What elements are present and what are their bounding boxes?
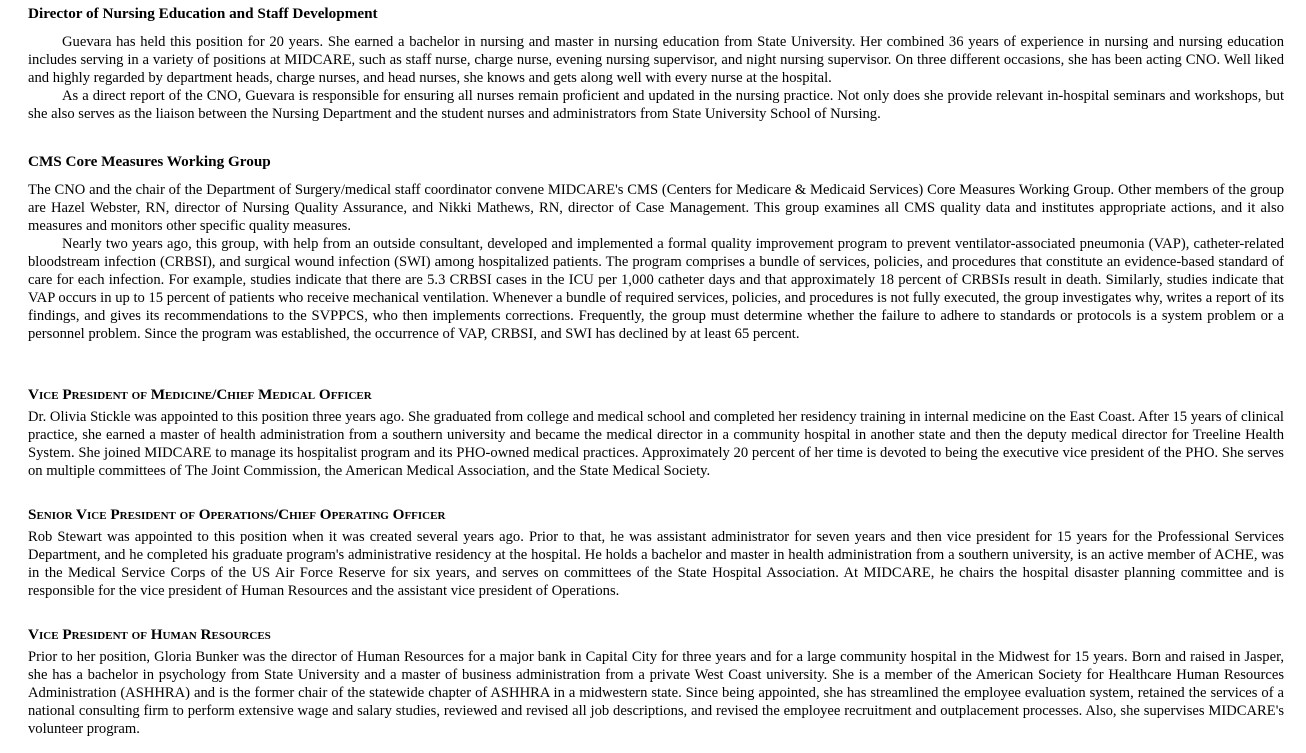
section-paragraph: Rob Stewart was appointed to this position when it was created several years ago. Prior to that, he was assistant administrator for seven years and then vice president for 15 years for the Professional Services Department, and he completed his graduate program's administrative residency at the hospital. He holds a bachelor and master in health administration from a southern university, is an active member of ACHE, was in the Medical Service Corps of the US Air Force Reserve for six years, and serves on committees of the State Hospital Association. At MIDCARE, he chairs the hospital disaster planning committee and is responsible for the vice president of Human Resources and the assistant vice president of Operations. (28, 529, 1284, 599)
section-director-nursing-education (28, 5, 1284, 123)
section-heading: CMS Core Measures Working Group (28, 153, 271, 170)
section-cms-core-measures (28, 153, 1284, 343)
section-heading: Director of Nursing Education and Staff Development (28, 5, 378, 22)
section-paragraph: Guevara has held this position for 20 years. She earned a bachelor in nursing and master in nursing education from State University. Her combined 36 years of experience in nursing and nursing education includes serving in a variety of positions at MIDCARE, such as staff nurse, charge nurse, evening nursing supervisor, and night nursing supervisor. On three different occasions, she has been acting CNO. Well liked and highly regarded by department heads, charge nurses, and head nurses, she knows and gets along well with every nurse at the hospital. (28, 34, 1284, 86)
section-heading: Vice President of Medicine/Chief Medical Officer (28, 386, 372, 403)
section-paragraph: Nearly two years ago, this group, with help from an outside consultant, developed and implemented a formal quality improvement program to prevent ventilator-associated pneumonia (VAP), catheter-related bloodstream infection (CRBSI), and surgical wound infection (SWI) among hospitalized patients. The program comprises a bundle of services, policies, and procedures that constitute an evidence-based standard of care for each infection. For example, studies indicate that there are 5.3 CRBSI cases in the ICU per 1,000 catheter days and that approximately 18 percent of CRBSIs result in death. Similarly, studies indicate that VAP occurs in up to 15 percent of patients who receive mechanical ventilation. Whenever a bundle of required services, policies, and procedures is not fully executed, the group investigates why, writes a report of its findings, and gives its recommendations to the SVPPCS, who then implements corrections. Frequently, the group must determine whether the failure to adhere to standards or protocols is a system problem or a personnel problem. Since the program was established, the occurrence of VAP, CRBSI, and SWI has declined by at least 65 percent. (28, 236, 1284, 342)
section-vp-medicine (28, 386, 1284, 480)
section-svp-operations (28, 506, 1284, 600)
section-paragraph: Prior to her position, Gloria Bunker was the director of Human Resources for a major bank in Capital City for three years and for a large community hospital in the Midwest for 15 years. Born and raised in Jasper, she has a bachelor in psychology from State University and a master of business administration from a private West Coast university. She is a member of the American Society for Healthcare Human Resources Administration (ASHHRA) and is the former chair of the statewide chapter of ASHHRA in a midwestern state. Since being appointed, she has streamlined the employee evaluation system, retained the services of a national consulting firm to perform extensive wage and salary studies, reviewed and revised all job descriptions, and revised the employee recruitment and outplacement processes. Also, she supervises MIDCARE's volunteer program. (28, 649, 1284, 737)
section-heading: Senior Vice President of Operations/Chief Operating Officer (28, 506, 446, 523)
section-vp-human-resources (28, 626, 1284, 738)
section-paragraph: As a direct report of the CNO, Guevara is responsible for ensuring all nurses remain proficient and updated in the nursing practice. Not only does she provide relevant in-hospital seminars and workshops, but she also serves as the liaison between the Nursing Department and the student nurses and administrators from State University School of Nursing. (28, 88, 1284, 122)
section-paragraph: The CNO and the chair of the Department of Surgery/medical staff coordinator convene MIDCARE's CMS (Centers for Medicare & Medicaid Services) Core Measures Working Group. Other members of the group are Hazel Webster, RN, director of Nursing Quality Assurance, and Nikki Mathews, RN, director of Case Management. This group examines all CMS quality data and institutes appropriate actions, and it also measures and monitors other specific quality measures. (28, 182, 1284, 234)
section-paragraph: Dr. Olivia Stickle was appointed to this position three years ago. She graduated from college and medical school and completed her residency training in internal medicine on the East Coast. After 15 years of clinical practice, she earned a master of health administration from a southern university and became the medical director in a community hospital in another state and then the deputy medical director for Treeline Health System. She joined MIDCARE to manage its hospitalist program and its PHO-owned medical practices. Approximately 20 percent of her time is devoted to being the executive vice president of the PHO. She serves on multiple committees of The Joint Commission, the American Medical Association, and the State Medical Society. (28, 409, 1284, 479)
section-heading: Vice President of Human Resources (28, 626, 271, 643)
